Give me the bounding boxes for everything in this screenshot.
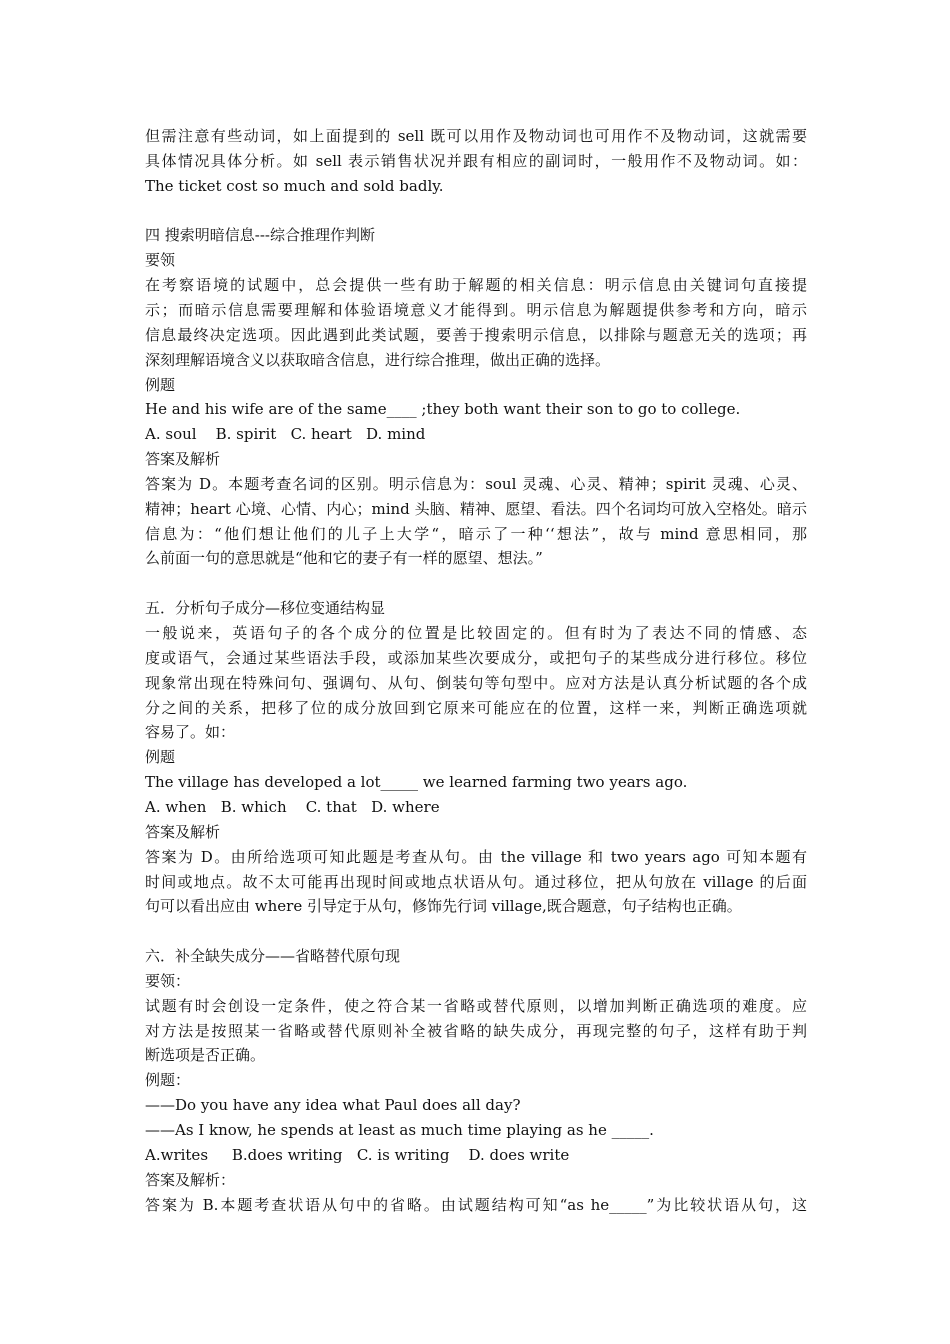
text-line: 答案及解析 [145, 822, 221, 841]
text-line: 答案为 D。本题考查名词的区别。明示信息为：soul 灵魂、心灵、精神；spirit 灵魂、心灵、 [145, 474, 807, 493]
text-line: 信息最终决定选项。因此遇到此类试题，要善于搜索明示信息，以排除与题意无关的选项；再 [145, 325, 807, 344]
text-line: 信息为：“他们想让他们的儿子上大学“，暗示了一种‘‘想法”，故与 mind 意思相同，那 [145, 524, 807, 543]
text-line: 五．分析句子成分—移位变通结构显 [145, 599, 386, 618]
text-line: 么前面一句的意思就是“他和它的妻子有一样的愿望、想法。” [145, 549, 543, 568]
text-line: 精神；heart 心境、心情、内心；mind 头脑、精神、愿望、看法。四个名词均可放入空格处。暗示 [145, 499, 807, 518]
text-line: 时间或地点。故不太可能再出现时间或地点状语从句。通过移位，把从句放在 village 的后面 [145, 872, 807, 891]
text-line: 现象常出现在特殊问句、强调句、从句、倒装句等句型中。应对方法是认真分析试题的各个成 [145, 673, 807, 692]
text-line: He and his wife are of the same____ ;they both want their son to go to college. [145, 400, 741, 419]
text-line: 例题 [145, 748, 176, 767]
text-line: 示；而暗示信息需要理解和体验语境意义才能得到。明示信息为解题提供参考和方向，暗示 [145, 300, 807, 319]
text-line: 要领： [145, 971, 191, 990]
text-line: 例题 [145, 375, 176, 394]
text-line: 断选项是否正确。 [145, 1046, 266, 1065]
text-line: 答案及解析 [145, 450, 221, 469]
text-line: 度或语气，会通过某些语法手段，或添加某些次要成分，或把句子的某些成分进行移位。移位 [145, 648, 807, 667]
text-line: A. when B. which C. that D. where [145, 797, 440, 816]
text-line: 试题有时会创设一定条件，使之符合某一省略或替代原则，以增加判断正确选项的难度。应 [145, 996, 807, 1015]
text-line: The ticket cost so much and sold badly. [145, 176, 444, 195]
text-line: 六．补全缺失成分——省略替代原句现 [145, 947, 401, 966]
text-line: 分之间的关系，把移了位的成分放回到它原来可能应在的位置，这样一来，判断正确选项就 [145, 698, 807, 717]
text-line: 要领 [145, 251, 176, 270]
text-line: A.writes B.does writing C. is writing D. does write [145, 1145, 570, 1164]
text-line: 对方法是按照某一省略或替代原则补全被省略的缺失成分，再现完整的句子，这样有助于判 [145, 1021, 807, 1040]
text-line: 答案及解析： [145, 1170, 236, 1189]
text-line: 深刻理解语境含义以获取暗含信息，进行综合推理，做出正确的选择。 [145, 350, 611, 369]
text-line: 在考察语境的试题中，总会提供一些有助于解题的相关信息：明示信息由关键词句直接提 [145, 276, 807, 295]
text-line: The village has developed a lot_____ we learned farming two years ago. [145, 773, 688, 792]
text-line: 句可以看出应由 where 引导定于从句，修饰先行词 village,既合题意，句子结构也正确。 [145, 897, 742, 916]
text-line: A. soul B. spirit C. heart D. mind [145, 425, 426, 444]
text-line: 容易了。如： [145, 723, 236, 742]
text-line: ——Do you have any idea what Paul does all day? [145, 1096, 521, 1115]
text-line: ——As I know, he spends at least as much time playing as he _____. [145, 1121, 654, 1139]
text-line: 但需注意有些动词，如上面提到的 sell 既可以用作及物动词也可用作不及物动词，这就需要 [145, 127, 807, 145]
text-line: 一般说来，英语句子的各个成分的位置是比较固定的。但有时为了表达不同的情感、态 [145, 624, 807, 642]
text-line: 例题： [145, 1071, 191, 1090]
text-line: 答案为 D。由所给选项可知此题是考查从句。由 the village 和 two years ago 可知本题有 [145, 847, 807, 866]
text-line: 具体情况具体分析。如 sell 表示销售状况并跟有相应的副词时，一般用作不及物动词。如： [145, 151, 807, 170]
text-line: 四 搜索明暗信息---综合推理作判断 [145, 226, 375, 245]
text-line: 答案为 B.本题考查状语从句中的省略。由试题结构可知“as he_____”为比较状语从句，这 [145, 1195, 807, 1214]
